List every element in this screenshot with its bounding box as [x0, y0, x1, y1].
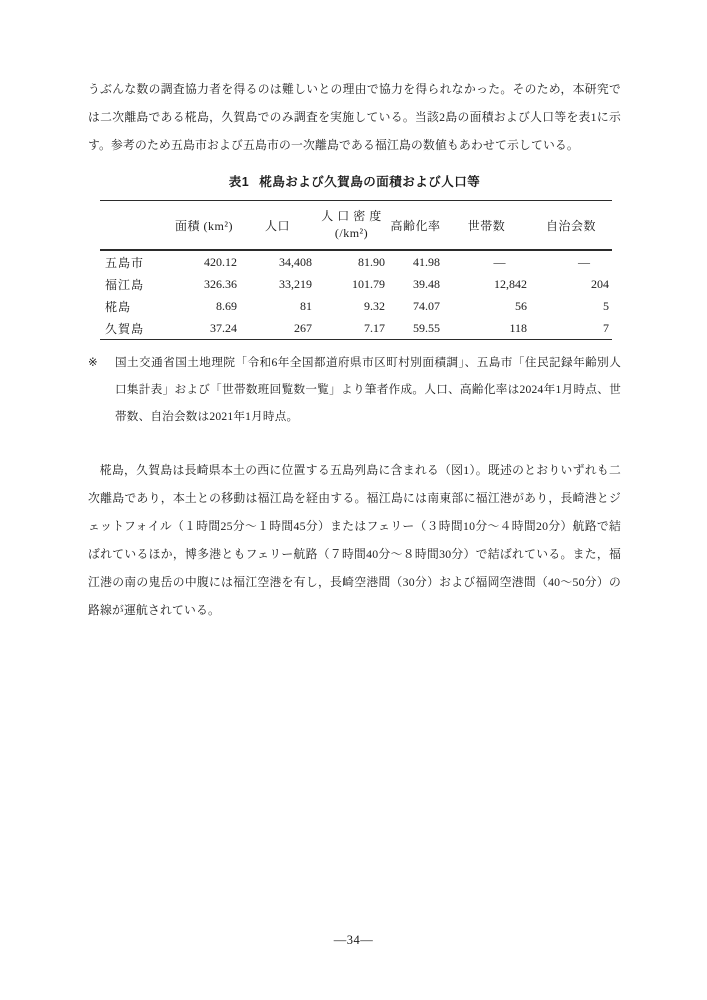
cell-population: 81 [300, 298, 312, 313]
cell-population: 34,408 [279, 254, 312, 269]
table-row-kabashima [100, 295, 612, 317]
table-caption-text: 椛島および久賀島の面積および人口等 [259, 175, 481, 189]
cell-density: 81.90 [358, 254, 385, 269]
col-header-density-line1: 人 口 密 度 [321, 209, 382, 223]
cell-associations: 204 [591, 276, 609, 291]
cell-households: — [493, 254, 506, 269]
cell-households: 118 [509, 320, 527, 335]
col-header-density-line2: (/km²) [334, 226, 369, 240]
note-text: 国土交通省国土地理院「令和6年全国都道府県市区町村別面積調」、五島市「住民記録年齢別人口集計表」および「世帯数班回覧数一覧」より筆者作成。人口、高齢化率は2024年1月時点、世帯数、自治会数は2021年1月時点。 [115, 356, 621, 423]
island-stats-table [100, 200, 612, 340]
cell-density: 101.79 [352, 276, 385, 291]
row-label: 福江島 [105, 277, 145, 292]
table-source-note [88, 349, 621, 430]
cell-households: 56 [515, 298, 527, 313]
table-row-hisakajima [100, 317, 612, 340]
col-header-density [315, 201, 388, 251]
cell-associations: 5 [603, 298, 609, 313]
note-marker: ※ [88, 356, 98, 369]
cell-aging-rate: 74.07 [413, 298, 440, 313]
table-caption [88, 173, 621, 191]
cell-associations: 7 [603, 320, 609, 335]
cell-aging-rate: 41.98 [413, 254, 440, 269]
col-header-area: 面積 (km²) [168, 201, 240, 251]
col-header-associations: 自治会数 [530, 201, 612, 251]
page-content [88, 0, 621, 624]
cell-population: 33,219 [279, 276, 312, 291]
cell-aging-rate: 59.55 [413, 320, 440, 335]
col-header-households: 世帯数 [443, 201, 530, 251]
row-label: 五島市 [105, 255, 145, 270]
cell-associations: — [578, 254, 590, 269]
cell-area: 326.36 [204, 276, 237, 291]
col-header-population: 人口 [240, 201, 315, 251]
row-label: 久賀島 [105, 321, 145, 336]
col-header-blank [100, 201, 168, 251]
cell-density: 7.17 [364, 320, 385, 335]
cell-area: 420.12 [204, 254, 237, 269]
col-header-aging-rate: 高齢化率 [388, 201, 443, 251]
cell-aging-rate: 39.48 [413, 276, 440, 291]
table-caption-label: 表1 [228, 175, 250, 189]
cell-population: 267 [294, 320, 312, 335]
cell-density: 9.32 [364, 298, 385, 313]
cell-households: 12,842 [494, 276, 527, 291]
row-label: 椛島 [105, 299, 132, 314]
cell-area: 37.24 [210, 320, 237, 335]
table-header-row [100, 201, 612, 251]
cell-area: 8.69 [216, 298, 237, 313]
table-row-goto-city [100, 250, 612, 273]
paragraph-body: 椛島，久賀島は長崎県本土の西に位置する五島列島に含まれる（図1）。既述のとおりいずれも二次離島であり，本土との移動は福江島を経由する。福江島には南東部に福江港があり，長崎港とジェットフォイル（１時間25分～１時間45分）またはフェリー（３時間10分～４時間20分）航路で結ばれているほか，博多港ともフェリー航路（７時間40分～８時間30分）で結ばれている。また，福江港の南の鬼岳の中腹には福江空港を有し，長崎空港間（30分）および福岡空港間（40～50分）の路線が運航されている。 [88, 463, 621, 617]
page-number: —34— [333, 933, 374, 947]
table-row-fukue-island [100, 273, 612, 295]
paragraph-intro: うぶんな数の調査協力者を得るのは難しいとの理由で協力を得られなかった。そのため，本研究では二次離島である椛島，久賀島でのみ調査を実施している。当該2島の面積および人口等を表1に示す。参考のため五島市および五島市の一次離島である福江島の数値もあわせて示している。 [88, 82, 621, 152]
